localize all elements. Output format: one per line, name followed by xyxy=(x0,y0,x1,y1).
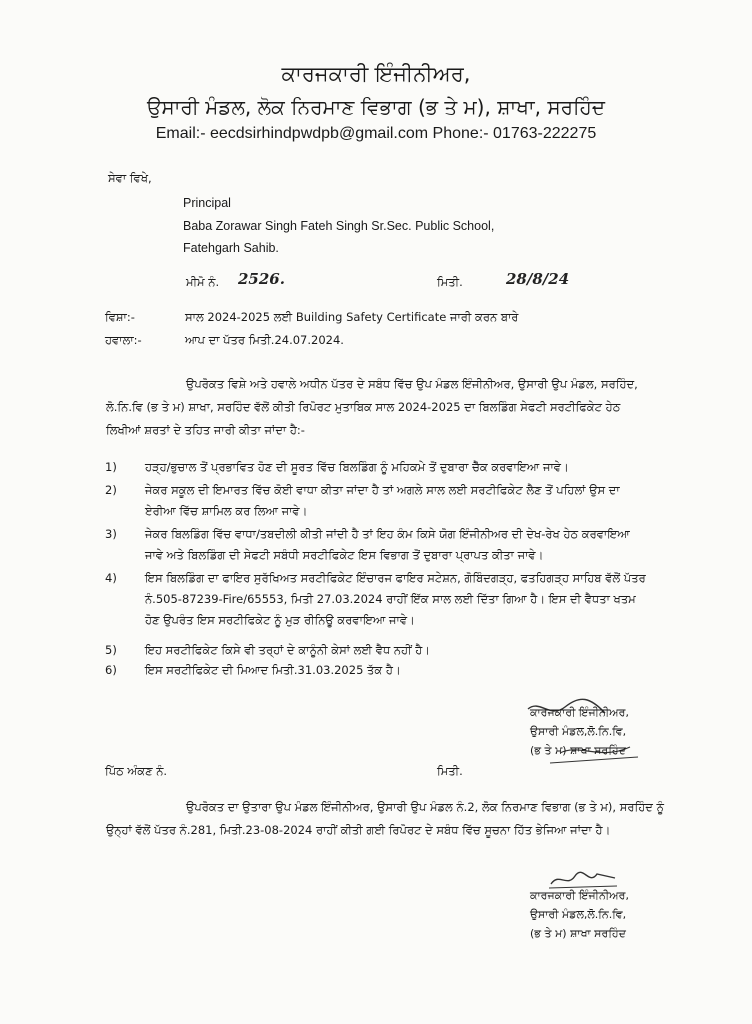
condition-text: ਹੜ੍ਹ/ਭੁਚਾਲ ਤੋਂ ਪ੍ਰਭਾਵਿਤ ਹੋਣ ਦੀ ਸੂਰਤ ਵਿੱਚ ਬਿਲਡਿੰਗ ਨੂੰ ਮਹਿਕਮੇ ਤੋਂ ਦੁਬਾਰਾ ਚੈੱਕ ਕਰਵਾਇਆ ਜਾਵੇ। xyxy=(145,460,569,474)
condition-number: 3) xyxy=(105,527,117,541)
intro-line: ਲੋ.ਨਿ.ਵਿ (ਭ ਤੇ ਮ) ਸ਼ਾਖਾ, ਸਰਹਿੰਦ ਵੱਲੋਂ ਕੀਤੀ ਰਿਪੋਰਟ ਮੁਤਾਬਿਕ ਸਾਲ 2024-2025 ਦਾ ਬਿਲਡਿੰਗ ਸੇਫਟੀ ਸਰਟੀਫਿਕੇਟ ਹੇਠ xyxy=(106,400,621,414)
condition-line: ਜਾਵੇ ਅਤੇ ਬਿਲਡਿੰਗ ਦੀ ਸੇਫਟੀ ਸਬੰਧੀ ਸਰਟੀਫਿਕੇਟ ਇਸ ਵਿਭਾਗ ਤੋਂ ਦੁਬਾਰਾ ਪ੍ਰਾਪਤ ਕੀਤਾ ਜਾਵੇ। xyxy=(145,548,544,562)
condition-text: ਇਸ ਸਰਟੀਫਿਕੇਟ ਦੀ ਮਿਆਦ ਮਿਤੀ.31.03.2025 ਤੱਕ ਹੈ। xyxy=(145,663,401,677)
condition-number: 6) xyxy=(105,663,117,677)
division-line: ਉਸਾਰੀ ਮੰਡਲ, ਲੋਕ ਨਿਰਮਾਣ ਵਿਭਾਗ (ਭ ਤੇ ਮ), ਸ਼ਾਖਾ, ਸਰਹਿੰਦ xyxy=(146,95,606,119)
condition-line: ਨੰ.505-87239-Fire/65553, ਮਿਤੀ 27.03.2024 ਰਾਹੀਂ ਇੱਕ ਸਾਲ ਲਈ ਦਿੱਤਾ ਗਿਆ ਹੈ। ਇਸ ਦੀ ਵੈਧਤਾ ਖਤਮ xyxy=(145,592,636,606)
condition-number: 1) xyxy=(105,460,117,474)
subject-text: ਸਾਲ 2024-2025 ਲਈ Building Safety Certificate ਜਾਰੀ ਕਰਨ ਬਾਰੇ xyxy=(185,310,519,324)
condition-item xyxy=(105,640,715,661)
endorsement-line: ਉਪਰੋਕਤ ਦਾ ਉਤਾਰਾ ਉਪ ਮੰਡਲ ਇੰਜੀਨੀਅਰ, ਉਸਾਰੀ ਉਪ ਮੰਡਲ ਨੰ.2, ਲੋਕ ਨਿਰਮਾਣ ਵਿਭਾਗ (ਭ ਤੇ ਮ), ਸਰਹਿੰਦ ਨੂੰ xyxy=(186,800,665,814)
condition-number: 5) xyxy=(105,643,117,657)
endorsement-no-label: ਪਿੱਠ ਅੰਕਣ ਨੰ. xyxy=(105,764,168,778)
intro-line: ਉਪਰੋਕਤ ਵਿਸ਼ੇ ਅਤੇ ਹਵਾਲੇ ਅਧੀਨ ਪੱਤਰ ਦੇ ਸਬੰਧ ਵਿੱਚ ਉਪ ਮੰਡਲ ਇੰਜੀਨੀਅਰ, ਉਸਾਰੀ ਉਪ ਮੰਡਲ, ਸਰਹਿੰਦ, xyxy=(186,377,638,391)
condition-line: ਏਰੀਆ ਵਿੱਚ ਸ਼ਾਮਿਲ ਕਰ ਲਿਆ ਜਾਵੇ। xyxy=(145,504,308,518)
date-label: ਮਿਤੀ. xyxy=(437,275,463,289)
endorsement-date-label: ਮਿਤੀ. xyxy=(437,764,463,778)
condition-number: 4) xyxy=(105,571,117,585)
salutation: ਸੇਵਾ ਵਿਖੇ, xyxy=(108,171,152,185)
condition-text xyxy=(145,568,715,631)
signature-division: ਉਸਾਰੀ ਮੰਡਲ,ਲੋ.ਨਿ.ਵਿ, xyxy=(530,725,627,738)
condition-text xyxy=(145,480,715,522)
memo-number: 2526. xyxy=(238,270,285,288)
condition-line: ਇਸ ਬਿਲਡਿੰਗ ਦਾ ਫਾਇਰ ਸੁਰੱਖਿਅਤ ਸਰਟੀਫਿਕੇਟ ਇੰਚਾਰਜ ਫਾਇਰ ਸਟੇਸ਼ਨ, ਗੋਬਿੰਦਗੜ੍ਹ, ਫਤਹਿਗੜ੍ਹ ਸਾਹਿਬ ਵੱਲੋਂ ਪੱਤਰ xyxy=(145,571,646,585)
condition-line: ਹੋਣ ਉਪਰੰਤ ਇਸ ਸਰਟੀਫਿਕੇਟ ਨੂੰ ਮੁੜ ਰੀਨਿਊ ਕਰਵਾਇਆ ਜਾਵੇ। xyxy=(145,613,415,627)
condition-item xyxy=(105,660,715,681)
office-title: ਕਾਰਜਕਾਰੀ ਇੰਜੀਨੀਅਰ, xyxy=(281,62,471,86)
condition-text: ਇਹ ਸਰਟੀਫਿਕੇਟ ਕਿਸੇ ਵੀ ਤਰ੍ਹਾਂ ਦੇ ਕਾਨੂੰਨੀ ਕੇਸਾਂ ਲਈ ਵੈਧ ਨਹੀਂ ਹੈ। xyxy=(145,643,431,657)
condition-line: ਜੇਕਰ ਸਕੂਲ ਦੀ ਇਮਾਰਤ ਵਿੱਚ ਕੋਈ ਵਾਧਾ ਕੀਤਾ ਜਾਂਦਾ ਹੈ ਤਾਂ ਅਗਲੇ ਸਾਲ ਲਈ ਸਰਟੀਫਿਕੇਟ ਲੈਣ ਤੋਂ ਪਹਿਲਾਂ ਉਸ ਦਾ xyxy=(145,483,620,497)
condition-line: ਜੇਕਰ ਬਿਲਡਿੰਗ ਵਿੱਚ ਵਾਧਾ/ਤਬਦੀਲੀ ਕੀਤੀ ਜਾਂਦੀ ਹੈ ਤਾਂ ਇਹ ਕੰਮ ਕਿਸੇ ਯੋਗ ਇੰਜੀਨੀਅਰ ਦੀ ਦੇਖ-ਰੇਖ ਹੇਠ ਕਰਵਾਇਆ xyxy=(145,527,630,541)
signature-block-1 xyxy=(530,703,629,760)
subject-label: ਵਿਸ਼ਾ:- xyxy=(105,310,135,324)
condition-text xyxy=(145,524,715,566)
recipient-place: Fatehgarh Sahib. xyxy=(183,241,279,255)
condition-item xyxy=(105,524,715,566)
condition-number: 2) xyxy=(105,483,117,497)
recipient-school: Baba Zorawar Singh Fateh Singh Sr.Sec. Public School, xyxy=(183,219,495,233)
condition-item xyxy=(105,480,715,522)
intro-line: ਲਿਖੀਆਂ ਸ਼ਰਤਾਂ ਦੇ ਤਹਿਤ ਜਾਰੀ ਕੀਤਾ ਜਾਂਦਾ ਹੈ:- xyxy=(106,423,305,437)
date-value: 28/8/24 xyxy=(506,270,570,288)
memo-label: ਮੀਮੋ ਨੰ. xyxy=(186,275,220,289)
contact-line: Email:- eecdsirhindpwdpb@gmail.com Phone:- 01763-222275 xyxy=(155,125,597,142)
endorsement-paragraph xyxy=(106,796,716,842)
signature-division: ਉਸਾਰੀ ਮੰਡਲ,ਲੋ.ਨਿ.ਵਿ, xyxy=(530,908,627,921)
signature-designation: ਕਾਰਜਕਾਰੀ ਇੰਜੀਨੀਅਰ, xyxy=(530,889,629,902)
signature-branch: (ਭ ਤੇ ਮ) ਸ਼ਾਖਾ ਸਰਹਿੰਦ xyxy=(530,744,626,757)
condition-item xyxy=(105,457,715,478)
reference-label: ਹਵਾਲਾ:- xyxy=(105,333,142,347)
signature-block-2 xyxy=(530,886,629,943)
recipient-title: Principal xyxy=(183,196,231,210)
reference-text: ਆਪ ਦਾ ਪੱਤਰ ਮਿਤੀ.24.07.2024. xyxy=(185,333,344,347)
condition-item xyxy=(105,568,715,631)
intro-paragraph xyxy=(106,373,716,442)
signature-designation: ਕਾਰਜਕਾਰੀ ਇੰਜੀਨੀਅਰ, xyxy=(530,706,629,719)
endorsement-line: ਉਨ੍ਹਾਂ ਵੱਲੋਂ ਪੱਤਰ ਨੰ.281, ਮਿਤੀ.23-08-2024 ਰਾਹੀਂ ਕੀਤੀ ਗਈ ਰਿਪੋਰਟ ਦੇ ਸਬੰਧ ਵਿੱਚ ਸੂਚਨਾ ਹਿੱਤ ਭੇਜਿਆ ਜਾਂਦਾ ਹੈ। xyxy=(106,823,611,837)
signature-branch: (ਭ ਤੇ ਮ) ਸ਼ਾਖਾ ਸਰਹਿੰਦ xyxy=(530,927,626,940)
